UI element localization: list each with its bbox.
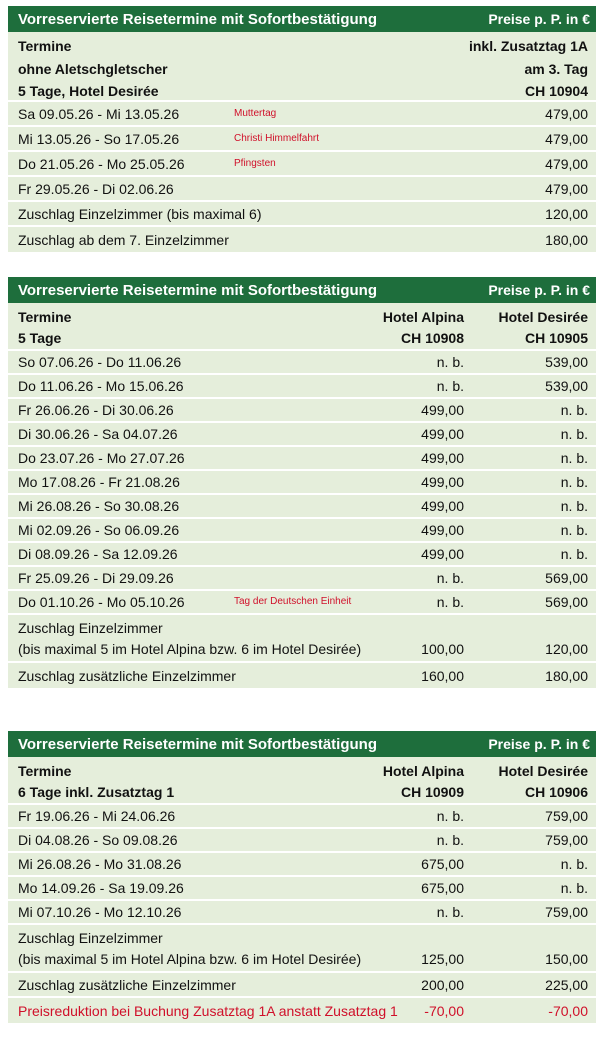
hotel-alpina-code: CH 10909 (400, 784, 464, 800)
row-note: Muttertag (234, 107, 277, 119)
table-row (8, 399, 596, 423)
ez-price-alpina: 100,00 (421, 641, 464, 657)
table-header (8, 277, 596, 303)
price-header: Preise p. P. in € (488, 736, 590, 752)
label-days: 5 Tage (18, 330, 62, 346)
table-header (8, 731, 596, 757)
row-date: Mi 26.08.26 - Mo 31.08.26 (18, 856, 182, 872)
row-group (8, 351, 596, 615)
table-row (8, 127, 596, 152)
extra-price: 180,00 (545, 231, 588, 248)
row-price-alpina: 499,00 (421, 426, 464, 442)
table-row (8, 177, 596, 202)
reduction-price-alpina: -70,00 (424, 1002, 464, 1019)
extra-label: Zuschlag zusätzliche Einzelzimmer (18, 976, 236, 993)
hotel-desiree-code: CH 10906 (524, 784, 588, 800)
column-header (8, 32, 596, 102)
table-header (8, 6, 596, 32)
extra-label: Zuschlag Einzelzimmer (bis maximal 6) (18, 205, 262, 222)
column-header (8, 303, 596, 351)
table-row (8, 805, 596, 829)
label-hotel: 5 Tage, Hotel Desirée (18, 83, 159, 99)
extra-price-desiree: 180,00 (545, 667, 588, 684)
reduction-price-desiree: -70,00 (548, 1002, 588, 1019)
row-price-desiree: n. b. (560, 880, 588, 896)
row-price-alpina: 675,00 (421, 880, 464, 896)
table-row-reduction (8, 998, 596, 1023)
row-price-alpina: 675,00 (421, 856, 464, 872)
table-title: Vorreservierte Reisetermine mit Sofortbestätigung (18, 10, 377, 28)
row-price-desiree: n. b. (560, 450, 588, 466)
ez-label: Zuschlag Einzelzimmer (18, 930, 163, 946)
table-row-extra (8, 663, 596, 688)
row-group (8, 805, 596, 925)
table-row (8, 519, 596, 543)
row-date: Fr 25.09.26 - Di 29.09.26 (18, 570, 174, 586)
row-date: Mo 14.09.26 - Sa 19.09.26 (18, 880, 184, 896)
row-date: Di 08.09.26 - Sa 12.09.26 (18, 546, 178, 562)
table-row (8, 447, 596, 471)
table-row (8, 152, 596, 177)
ez-price-alpina: 125,00 (421, 951, 464, 967)
row-date: So 07.06.26 - Do 11.06.26 (18, 354, 182, 370)
row-date: Do 23.07.26 - Mo 27.07.26 (18, 450, 185, 466)
table-row (8, 543, 596, 567)
row-price-alpina: n. b. (436, 832, 464, 848)
row-price-alpina: n. b. (436, 594, 464, 610)
hotel-alpina-header: Hotel Alpina (382, 309, 464, 325)
label-subtitle: ohne Aletschgletscher (18, 61, 168, 77)
row-price-desiree: 759,00 (545, 904, 588, 920)
row-price-desiree: 759,00 (545, 832, 588, 848)
table-row (8, 829, 596, 853)
extra-label: Zuschlag ab dem 7. Einzelzimmer (18, 231, 229, 248)
table-row (8, 567, 596, 591)
row-price-desiree: 539,00 (545, 354, 588, 370)
row-price-alpina: 499,00 (421, 474, 464, 490)
table-title: Vorreservierte Reisetermine mit Sofortbestätigung (18, 281, 377, 299)
row-price-desiree: n. b. (560, 856, 588, 872)
table-row (8, 375, 596, 399)
ez-label: Zuschlag Einzelzimmer (18, 620, 163, 636)
ez-note: (bis maximal 5 im Hotel Alpina bzw. 6 im Hotel Desirée) (18, 641, 362, 657)
row-date: Mo 17.08.26 - Fr 21.08.26 (18, 474, 180, 490)
table-row (8, 423, 596, 447)
row-price: 479,00 (545, 155, 588, 172)
row-price: 479,00 (545, 180, 588, 197)
row-price-desiree: n. b. (560, 426, 588, 442)
hotel-alpina-header: Hotel Alpina (382, 763, 464, 779)
label-days: 6 Tage inkl. Zusatztag 1 (18, 784, 175, 800)
row-date: Fr 26.06.26 - Di 30.06.26 (18, 402, 174, 418)
row-price-desiree: n. b. (560, 402, 588, 418)
table-row (8, 853, 596, 877)
table-5-tage-alpina-desiree (8, 277, 596, 688)
column-header (8, 757, 596, 805)
row-price-desiree: n. b. (560, 498, 588, 514)
row-note: Pfingsten (234, 157, 276, 169)
row-price-alpina: 499,00 (421, 498, 464, 514)
row-price-alpina: 499,00 (421, 522, 464, 538)
row-price-desiree: 539,00 (545, 378, 588, 394)
label-code: CH 10904 (524, 83, 588, 99)
label-termine: Termine (18, 309, 72, 325)
row-date: Do 21.05.26 - Mo 25.05.26 (18, 155, 185, 172)
row-date: Mi 07.10.26 - Mo 12.10.26 (18, 904, 182, 920)
label-termine: Termine (18, 763, 72, 779)
row-price-desiree: 569,00 (545, 594, 588, 610)
row-date: Do 11.06.26 - Mo 15.06.26 (18, 378, 184, 394)
hotel-desiree-header: Hotel Desirée (498, 309, 588, 325)
table-5-tage-desiree (8, 6, 596, 252)
row-note: Tag der Deutschen Einheit (234, 596, 352, 607)
row-price-alpina: 499,00 (421, 402, 464, 418)
row-date: Mi 02.09.26 - So 06.09.26 (18, 522, 180, 538)
row-note: Christi Himmelfahrt (234, 132, 320, 144)
ez-price-desiree: 120,00 (545, 641, 588, 657)
row-price-alpina: n. b. (436, 808, 464, 824)
row-date: Di 30.06.26 - Sa 04.07.26 (18, 426, 178, 442)
price-header: Preise p. P. in € (488, 282, 590, 298)
row-price-desiree: 569,00 (545, 570, 588, 586)
row-price: 479,00 (545, 105, 588, 122)
table-row (8, 877, 596, 901)
extra-price-alpina: 200,00 (421, 976, 464, 993)
extra-price: 120,00 (545, 205, 588, 222)
hotel-desiree-header: Hotel Desirée (498, 763, 588, 779)
row-price-alpina: n. b. (436, 904, 464, 920)
extra-price-alpina: 160,00 (421, 667, 464, 684)
row-price-desiree: n. b. (560, 546, 588, 562)
table-row (8, 901, 596, 925)
reduction-label: Preisreduktion bei Buchung Zusatztag 1A anstatt Zusatztag 1 (18, 1002, 398, 1019)
ez-price-desiree: 150,00 (545, 951, 588, 967)
table-row-extra (8, 615, 596, 663)
extra-price-desiree: 225,00 (545, 976, 588, 993)
row-price-alpina: n. b. (436, 570, 464, 586)
price-header: Preise p. P. in € (488, 11, 590, 27)
table-row-extra (8, 973, 596, 998)
table-row (8, 495, 596, 519)
row-date: Mi 26.08.26 - So 30.08.26 (18, 498, 180, 514)
table-row-extra (8, 202, 596, 227)
row-price-alpina: 499,00 (421, 450, 464, 466)
row-price-desiree: n. b. (560, 474, 588, 490)
row-price: 479,00 (545, 130, 588, 147)
row-date: Di 04.08.26 - So 09.08.26 (18, 832, 178, 848)
row-date: Fr 19.06.26 - Mi 24.06.26 (18, 808, 176, 824)
row-price-alpina: n. b. (436, 378, 464, 394)
table-row (8, 351, 596, 375)
row-price-desiree: n. b. (560, 522, 588, 538)
row-price-alpina: 499,00 (421, 546, 464, 562)
table-row-extra (8, 227, 596, 252)
row-price-desiree: 759,00 (545, 808, 588, 824)
row-date: Fr 29.05.26 - Di 02.06.26 (18, 180, 174, 197)
label-termine: Termine (18, 38, 72, 54)
extra-label: Zuschlag zusätzliche Einzelzimmer (18, 667, 236, 684)
hotel-alpina-code: CH 10908 (400, 330, 464, 346)
label-zusatztag: inkl. Zusatztag 1A (468, 38, 588, 54)
table-row (8, 471, 596, 495)
table-title: Vorreservierte Reisetermine mit Sofortbestätigung (18, 735, 377, 753)
row-date: Do 01.10.26 - Mo 05.10.26 (18, 594, 185, 610)
table-row (8, 102, 596, 127)
ez-note: (bis maximal 5 im Hotel Alpina bzw. 6 im Hotel Desirée) (18, 951, 362, 967)
row-date: Sa 09.05.26 - Mi 13.05.26 (18, 105, 180, 122)
table-row (8, 591, 596, 615)
table-6-tage (8, 731, 596, 1023)
hotel-desiree-code: CH 10905 (524, 330, 588, 346)
label-tag: am 3. Tag (524, 61, 588, 77)
table-row-extra (8, 925, 596, 973)
row-date: Mi 13.05.26 - So 17.05.26 (18, 130, 180, 147)
row-price-alpina: n. b. (436, 354, 464, 370)
